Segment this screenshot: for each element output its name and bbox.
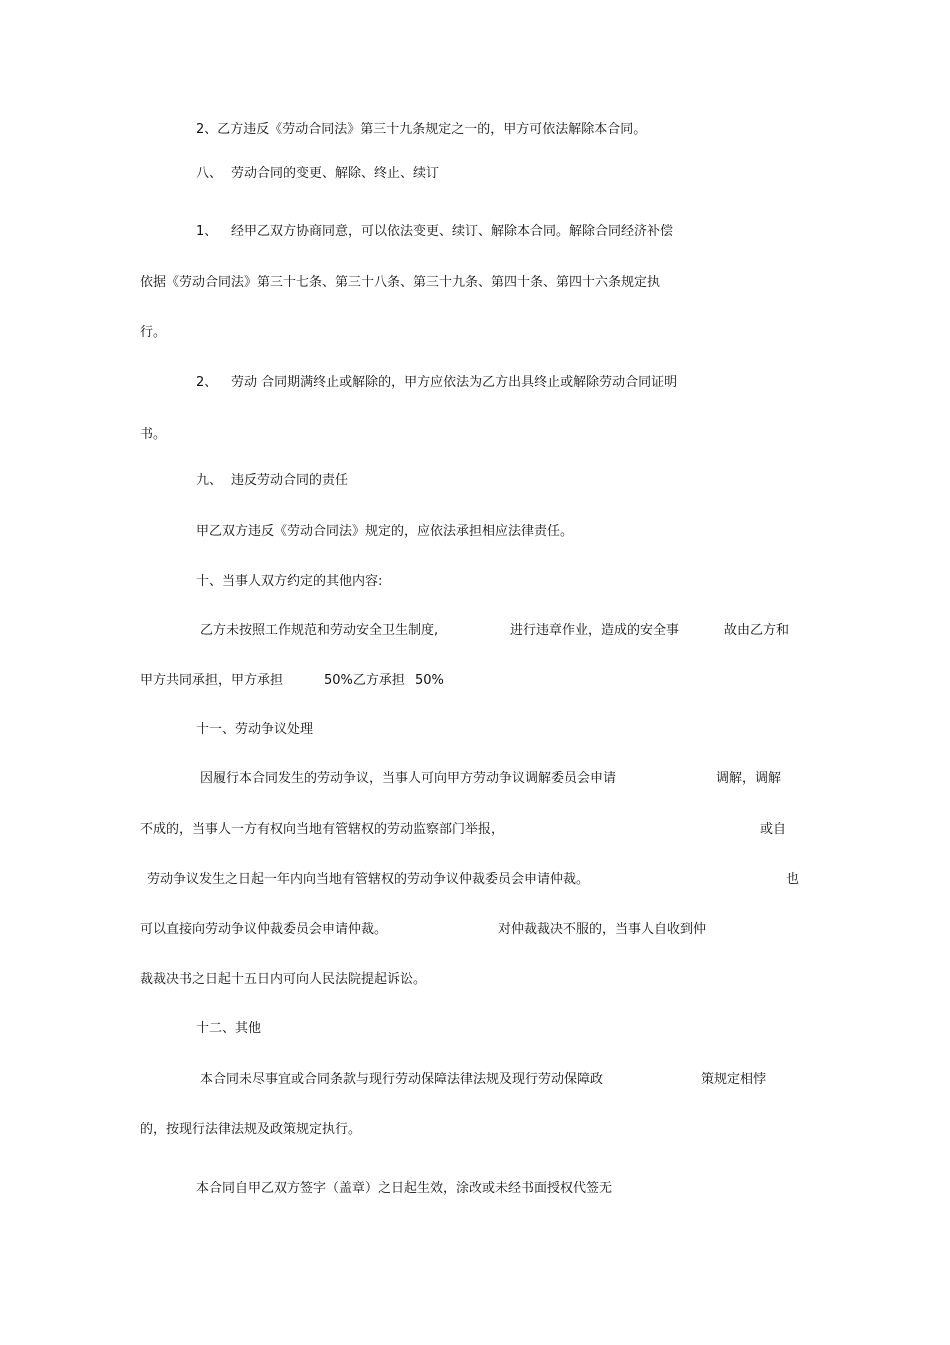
- section-12-text-1a: 本合同未尽事宜或合同条款与现行劳动保障法律法规及现行劳动保障政: [200, 1072, 604, 1087]
- section-11-text-3b: 也: [786, 872, 800, 887]
- section-11-text-4a: 可以直接向劳动争议仲裁委员会申请仲裁。: [140, 922, 388, 937]
- section-10-text-b: 进行违章作业，造成的安全事: [510, 623, 680, 638]
- section-11-text-1a: 因履行本合同发生的劳动争议，当事人可向甲方劳动争议调解委员会申请: [200, 771, 617, 786]
- section-8-number: 八、: [196, 166, 223, 181]
- section-9-heading: 违反劳动合同的责任: [231, 473, 349, 488]
- section-11-text-2a: 不成的，当事人一方有权向当地有管辖权的劳动监察部门举报，: [140, 822, 505, 837]
- section-11-text-2b: 或自: [760, 822, 787, 837]
- section-9-number: 九、: [196, 473, 223, 488]
- clause-8-2-end: 书。: [140, 427, 167, 442]
- clause-8-2-number: 2、: [196, 375, 218, 390]
- section-9-text: 甲乙双方违反《劳动合同法》规定的，应依法承担相应法律责任。: [196, 524, 574, 539]
- section-12-text-1b: 策规定相悖: [701, 1072, 767, 1087]
- section-10-text-c: 故由乙方和: [724, 623, 790, 638]
- section-12-text-2: 的，按现行法律法规及政策规定执行。: [140, 1122, 362, 1137]
- section-11-heading: 十一、劳动争议处理: [196, 722, 314, 737]
- section-10-text-a: 乙方未按照工作规范和劳动安全卫生制度,: [200, 623, 439, 638]
- clause-8-2-text: 劳动 合同期满终止或解除的，甲方应依法为乙方出具终止或解除劳动合同证明: [231, 375, 678, 390]
- section-10-heading: 十、当事人双方约定的其他内容:: [196, 574, 383, 589]
- section-8-heading: 劳动合同的变更、解除、终止、续订: [231, 166, 440, 181]
- clause-8-1-end: 行。: [140, 325, 167, 340]
- clause-8-1-number: 1、: [196, 224, 218, 239]
- section-10-share-a: 50%乙方承担: [324, 673, 405, 688]
- clause-8-1-continued: 依据《劳动合同法》第三十七条、第三十八条、第三十九条、第四十条、第四十六条规定执: [140, 275, 661, 290]
- clause-8-1-text: 经甲乙双方协商同意，可以依法变更、续订、解除本合同。解除合同经济补偿: [231, 224, 674, 239]
- section-11-text-1b: 调解，调解: [716, 771, 782, 786]
- section-11-text-3a: 劳动争议发生之日起一年内向当地有管辖权的劳动争议仲裁委员会申请仲裁。: [147, 872, 590, 887]
- section-10-share-b: 50%: [415, 673, 444, 688]
- section-12-heading: 十二、其他: [196, 1021, 262, 1036]
- section-11-text-5: 裁裁决书之日起十五日内可向人民法院提起诉讼。: [140, 972, 427, 987]
- section-12-text-3: 本合同自甲乙双方签字（盖章）之日起生效，涂改或未经书面授权代签无: [196, 1181, 613, 1196]
- section-11-text-4b: 对仲裁裁决不服的，当事人自收到仲: [498, 922, 707, 937]
- clause-7-2: 2、乙方违反《劳动合同法》第三十九条规定之一的，甲方可依法解除本合同。: [196, 122, 647, 137]
- section-10-share-label: 甲方共同承担，甲方承担: [140, 673, 284, 688]
